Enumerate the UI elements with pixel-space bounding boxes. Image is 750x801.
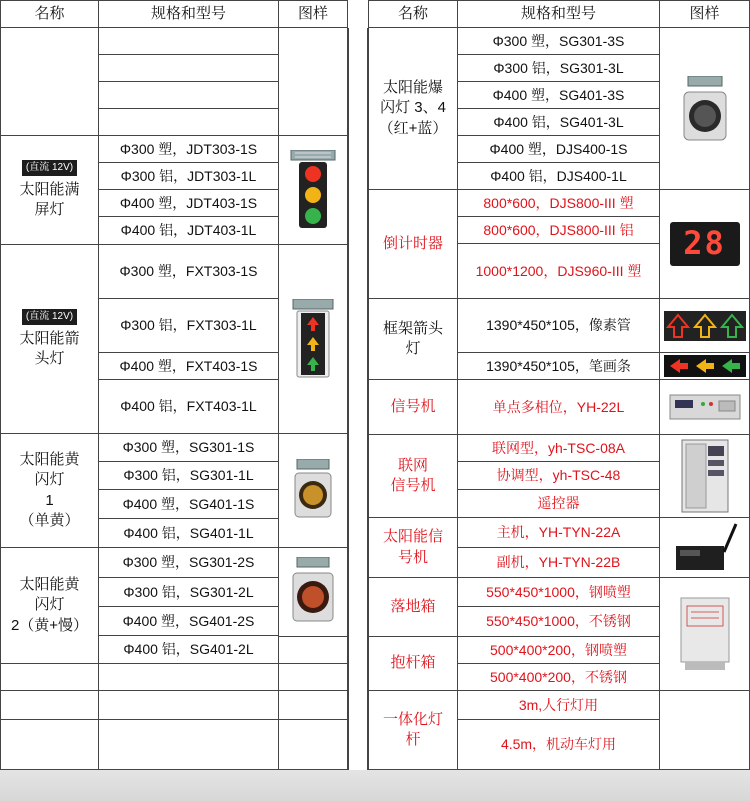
spec-row: 500*400*200，钢喷塑 <box>457 636 660 664</box>
pic-cell <box>659 298 750 353</box>
spec-row: 1390*450*105，像素管 <box>457 298 660 353</box>
empty-row <box>0 719 99 770</box>
spec-row: 1390*450*105，笔画条 <box>457 352 660 380</box>
spec-row: 800*600，DJS800-III 塑 <box>457 189 660 217</box>
empty-pic-cell <box>278 27 348 136</box>
name-line: 1 <box>45 491 54 509</box>
spec-row: Φ300 塑，SG301-2S <box>98 547 279 578</box>
name-line: 信号机 <box>390 477 436 494</box>
spec-row: Φ300 铝，SG301-1L <box>98 461 279 490</box>
spec-row: Φ300 塑，SG301-3S <box>457 27 660 55</box>
column-separator <box>348 28 368 770</box>
empty-spec-row <box>98 81 279 109</box>
pic-cell <box>278 135 348 245</box>
empty-spec-row <box>98 108 279 136</box>
pic-cell <box>659 577 750 691</box>
spec-row: 800*600，DJS800-III 铝 <box>457 216 660 244</box>
burst-flash-light-icon <box>680 76 730 142</box>
name-line: 2（黄+慢） <box>10 616 89 634</box>
spec-row: Φ300 塑，SG301-1S <box>98 433 279 462</box>
name-line: 太阳能黄 <box>19 451 80 468</box>
spec-row: Φ300 铝，SG301-2L <box>98 577 279 607</box>
name-line: 联网 <box>397 456 428 474</box>
pic-cell <box>659 379 750 435</box>
name-line: 闪灯 <box>34 471 65 489</box>
spec-row: Φ400 塑，SG401-2S <box>98 606 279 636</box>
pic-cell <box>659 27 750 190</box>
spec-row: 联网型，yh-TSC-08A <box>457 434 660 462</box>
spec-row: Φ400 塑，JDT403-1S <box>98 189 279 217</box>
pole-box-name: 抱杆箱 <box>368 636 458 691</box>
traffic-light-icon <box>285 150 341 230</box>
spec-row: Φ300 铝，SG301-3L <box>457 54 660 82</box>
arrow-light-name <box>0 244 99 434</box>
name-line: 框架箭头 <box>382 319 443 337</box>
spec-row: Φ300 塑，FXT303-1S <box>98 244 279 299</box>
spec-row: 1000*1200，DJS960-III 塑 <box>457 243 660 299</box>
empty-row <box>278 663 348 691</box>
spec-row: 单点多相位，YH-22L <box>457 379 660 435</box>
empty-row <box>278 719 348 770</box>
name-line: 太阳能黄 <box>19 576 80 594</box>
spec-row: Φ400 铝，FXT403-1L <box>98 379 279 434</box>
name-line: 闪灯 <box>34 596 65 614</box>
pic-cell <box>278 547 348 637</box>
empty-row <box>98 690 279 720</box>
pic-cell <box>659 434 750 518</box>
arrow-light-icon <box>285 299 341 379</box>
pixel-arrow-icon <box>664 311 746 341</box>
spec-row: Φ400 铝，SG401-2L <box>98 635 279 664</box>
spec-row: 550*450*1000，不锈钢 <box>457 606 660 637</box>
yellow-flash-light-icon <box>289 557 337 627</box>
full-screen-light-label: 太阳能满屏灯 <box>19 180 80 218</box>
name-line: 闪灯 3、4 <box>380 99 446 117</box>
spec-row: 550*450*1000，钢喷塑 <box>457 577 660 607</box>
footer-band <box>0 770 750 801</box>
full-screen-light-name <box>0 135 99 245</box>
header-spec-right: 规格和型号 <box>457 0 660 28</box>
countdown-name: 倒计时器 <box>368 189 458 299</box>
spec-row: Φ400 塑，SG401-3S <box>457 81 660 109</box>
burst-flash-name <box>368 27 458 190</box>
solar-signal-device-icon <box>670 522 740 574</box>
empty-pic-row <box>278 636 348 664</box>
empty-spec-row <box>98 27 279 55</box>
solar-signal-name <box>368 517 458 578</box>
pic-cell <box>659 352 750 380</box>
spec-row: Φ400 塑，FXT403-1S <box>98 352 279 380</box>
empty-row <box>98 663 279 691</box>
dc-badge: (直流 12V) <box>22 160 77 176</box>
dc-badge: (直流 12V) <box>22 309 77 325</box>
empty-name-cell <box>0 27 99 136</box>
spec-row: 主机，YH-TYN-22A <box>457 517 660 548</box>
frame-arrow-name <box>368 298 458 380</box>
name-line: 太阳能爆 <box>382 79 443 97</box>
spec-row: Φ400 铝，SG401-1L <box>98 518 279 548</box>
network-signal-name <box>368 434 458 518</box>
spec-row: Φ400 铝，JDT403-1L <box>98 216 279 245</box>
name-line: （单黄） <box>19 511 80 529</box>
header-pic: 图样 <box>278 0 348 28</box>
name-line: 杆 <box>405 731 421 748</box>
pic-cell <box>278 433 348 548</box>
spec-row: Φ300 塑，JDT303-1S <box>98 135 279 163</box>
spec-row: 副机，YH-TYN-22B <box>457 547 660 578</box>
yellow-flash-light-icon <box>291 459 335 523</box>
spec-row: Φ400 塑，DJS400-1S <box>457 135 660 163</box>
countdown-display: 28 <box>670 222 740 266</box>
spec-row: 3m,人行灯用 <box>457 690 660 720</box>
pic-cell <box>659 517 750 578</box>
arrow-light-label: 太阳能箭头灯 <box>19 329 80 367</box>
header-name: 名称 <box>0 0 99 28</box>
stroke-arrow-icon <box>664 355 746 377</box>
spec-row: Φ400 塑，SG401-1S <box>98 489 279 519</box>
cabinet-box-icon <box>675 594 735 674</box>
name-line: 灯 <box>405 340 421 357</box>
spec-row: Φ400 铝，DJS400-1L <box>457 162 660 190</box>
name-line: 号机 <box>397 548 428 566</box>
empty-row <box>0 690 99 720</box>
empty-row <box>98 719 279 770</box>
name-line: 太阳能信 <box>382 528 443 546</box>
floor-box-name: 落地箱 <box>368 577 458 637</box>
signal-cabinet-icon <box>678 438 732 514</box>
spec-row: Φ300 铝，JDT303-1L <box>98 162 279 190</box>
spec-row: 4.5m，机动车灯用 <box>457 719 660 770</box>
yellow-flash-2-name <box>0 547 99 664</box>
spec-row: 协调型，yh-TSC-48 <box>457 461 660 490</box>
spec-row: Φ400 铝，SG401-3L <box>457 108 660 136</box>
signal-machine-icon <box>669 391 741 423</box>
pic-cell <box>659 189 750 299</box>
yellow-flash-1-name <box>0 433 99 548</box>
spec-row: Φ300 铝，FXT303-1L <box>98 298 279 353</box>
name-line: （红+蓝） <box>378 119 448 137</box>
empty-pic-cell <box>659 690 750 770</box>
header-spec: 规格和型号 <box>98 0 279 28</box>
empty-row <box>0 663 99 691</box>
empty-spec-row <box>98 54 279 82</box>
header-pic-right: 图样 <box>659 0 750 28</box>
header-name-right: 名称 <box>368 0 458 28</box>
pic-cell <box>278 244 348 434</box>
integrated-pole-name <box>368 690 458 770</box>
spec-row: 500*400*200，不锈钢 <box>457 663 660 691</box>
signal-machine-name: 信号机 <box>368 379 458 435</box>
empty-row <box>278 690 348 720</box>
spec-row: 遥控器 <box>457 489 660 518</box>
name-line: 一体化灯 <box>382 710 443 728</box>
